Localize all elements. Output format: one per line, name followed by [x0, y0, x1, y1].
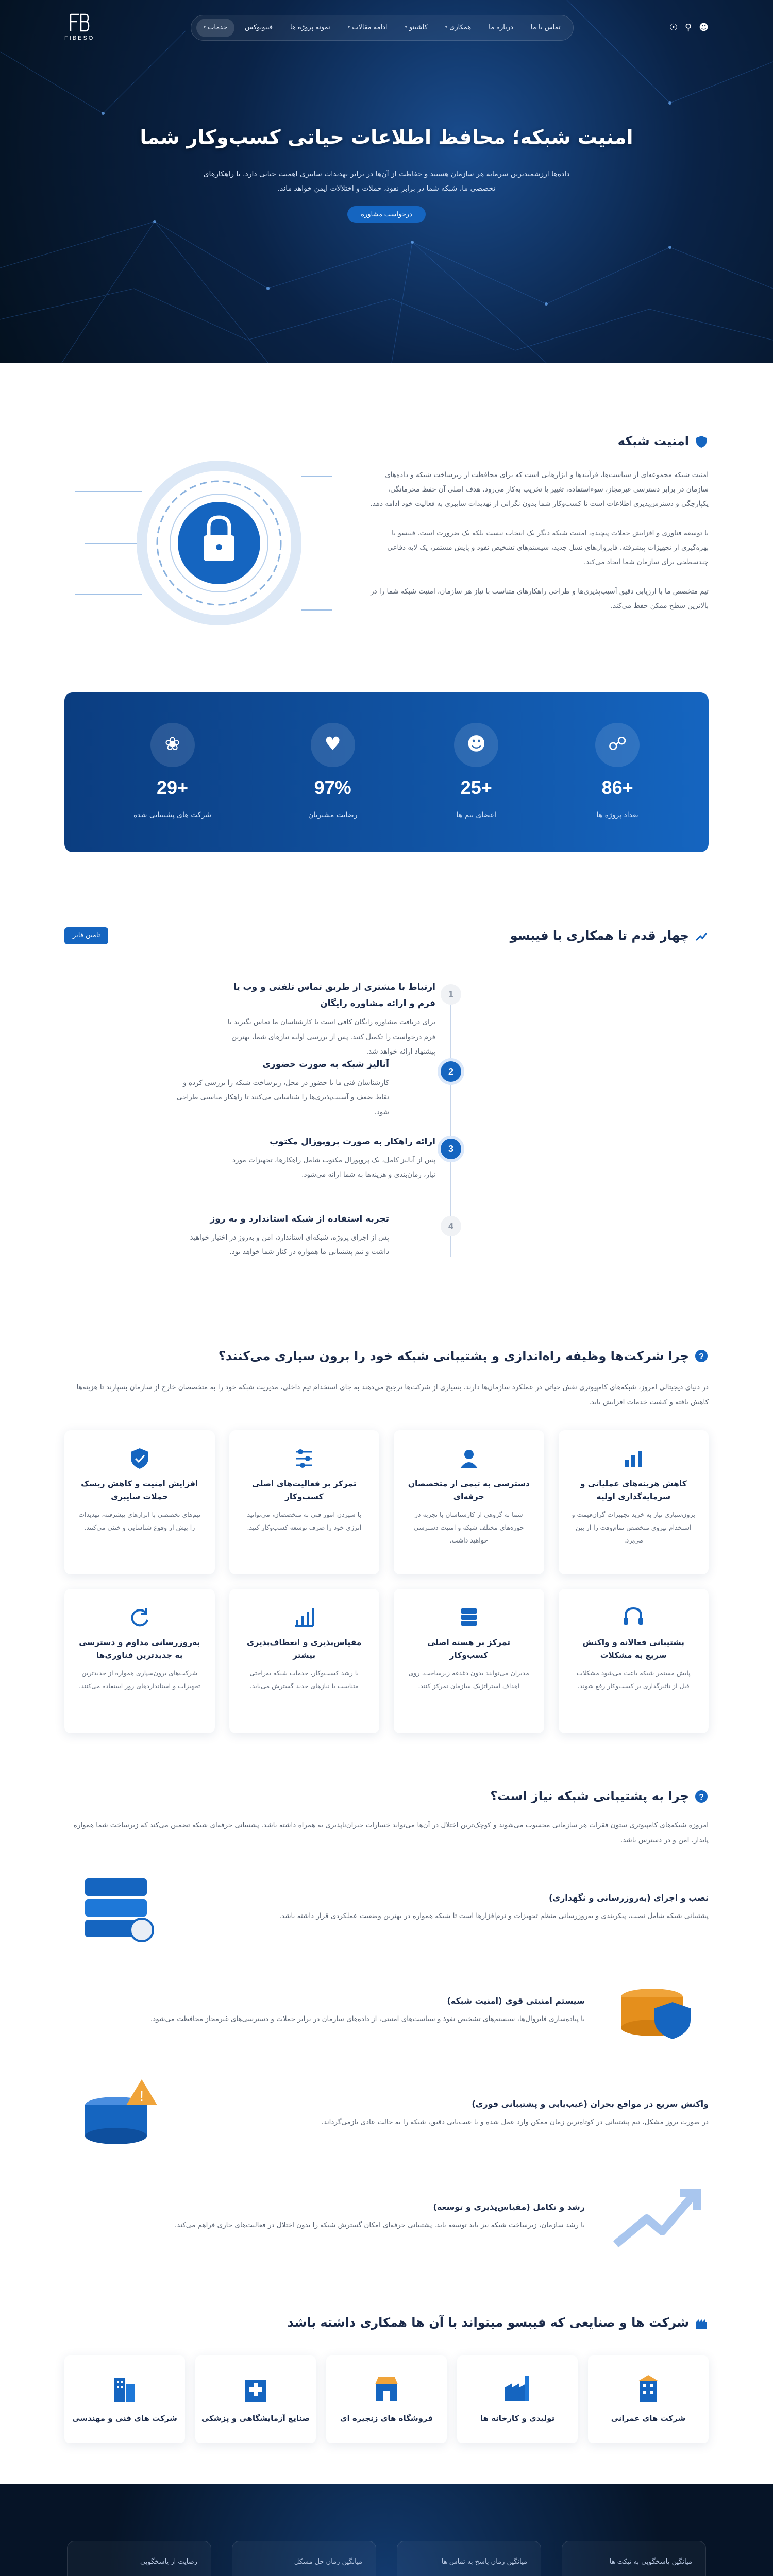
benefit-card: [229, 1430, 380, 1574]
team-icon: ☻: [454, 723, 498, 767]
metric-label: رضایت از پاسخگویی: [140, 2557, 197, 2566]
hero-content: [129, 118, 644, 223]
intro-paragraph-1: امنیت شبکه مجموعه‌ای از سیاست‌ها، فرآیندها و ابزارهایی است که برای محافظت از زیرساخت شبکه و داده‌های سازمان در برابر دسترسی غیرمجاز، سوءاستفاده، تغییر یا تخریب به‌کار می‌رود. هدف اصلی آن حفظ محرمانگی، یکپارچگی و دسترس‌پذیری اطلاعات است تا کسب‌وکار شما بدون نگرانی از تهدیدات سایبری به فعالیت خود ادامه دهد.: [370, 470, 709, 509]
stat-label: شرکت های پشتیبانی شده: [133, 810, 212, 819]
stat-team: [454, 723, 498, 822]
svg-text:?: ?: [699, 1792, 704, 1802]
card-title: افزایش امنیت و کاهش ریسک حملات سایبری: [81, 1479, 198, 1501]
header-icons: [669, 19, 709, 37]
card-title: مقیاس‌پذیری و انعطاف‌پذیری بیشتر: [247, 1637, 362, 1660]
benefit-card: [394, 1589, 544, 1733]
intro-section: [64, 363, 709, 687]
support-item: [64, 2069, 709, 2157]
card-title: تمرکز بر هسته اصلی کسب‌وکار: [427, 1637, 511, 1660]
factory-icon: [502, 2373, 533, 2404]
card-text: با سپردن امور فنی به متخصصان، می‌توانید انرژی خود را صرف توسعه کسب‌وکار کنید.: [247, 1511, 362, 1532]
nav-item-6[interactable]: همکاری ▾: [445, 23, 472, 31]
chevron-down-icon: ▾: [347, 25, 350, 30]
step-title: ارائه راهکار به صورت پروپوزال مکتوب: [270, 1136, 435, 1147]
site-logo[interactable]: FIBESO: [64, 12, 94, 44]
stat-label: رضایت مشتریان: [308, 810, 358, 819]
shield-icon: [694, 434, 709, 449]
support-item-text: در صورت بروز مشکل، تیم پشتیبانی در کوتاه‌ترین زمان ممکن وارد عمل شده و با عیب‌یابی دقیق، شبکه را به حالت عادی بازمی‌گرداند.: [321, 2118, 709, 2127]
user-icon[interactable]: ☻: [699, 22, 709, 33]
scale-icon: [291, 1604, 317, 1630]
step-number-4: 4: [441, 1216, 461, 1236]
support-item: [64, 2172, 709, 2260]
refresh-icon: [127, 1604, 153, 1630]
consult-button[interactable]: درخواست مشاوره: [347, 206, 426, 223]
step-number-1: 1: [441, 984, 461, 1005]
card-title: پشتیبانی فعالانه و واکنش سریع به مشکلات: [582, 1637, 684, 1660]
outsourcing-title: ? چرا شرکت‌ها وظیفه راه‌اندازی و پشتیبانی شبکه خود را برون سپاری می‌کنند؟: [64, 1345, 709, 1368]
metric-card: [397, 2541, 541, 2576]
step-2: [173, 1056, 389, 1120]
metric-value: [673, 2568, 692, 2576]
chevron-down-icon: ▾: [445, 25, 448, 30]
industries-section: [64, 2291, 709, 2484]
benefit-card: [229, 1589, 380, 1733]
industry-card[interactable]: صنایع آزمایشگاهی و پزشکی: [195, 2355, 316, 2443]
industry-icon: [694, 2316, 709, 2330]
security-lock-illustration: [64, 430, 332, 656]
support-item: [64, 1863, 709, 1951]
card-text: با رشد کسب‌وکار، خدمات شبکه به‌راحتی متناسب با نیازهای جدید گسترش می‌یابد.: [249, 1669, 359, 1690]
metrics-section: [0, 2484, 773, 2576]
card-title: دسترسی به تیمی از متخصصان حرفه‌ای: [408, 1479, 530, 1501]
main-menu: [191, 15, 574, 41]
step-1: [219, 979, 435, 1059]
industry-card[interactable]: فروشگاه های زنجیره ای: [326, 2355, 447, 2443]
expert-icon: [456, 1446, 482, 1471]
metric-value: [178, 2568, 197, 2576]
growth-icon: [606, 2172, 709, 2260]
step-text: کارشناسان فنی ما با حضور در محل، زیرساخت شبکه را بررسی کرده و نقاط ضعف و آسیب‌پذیری‌ها را شناسایی می‌کنند تا راهکار مناسبی طراحی شود.: [176, 1078, 389, 1116]
nav-item-7[interactable]: درباره ما: [489, 23, 513, 31]
metric-card: [67, 2541, 211, 2576]
stat-label: تعداد پروژه ها: [596, 810, 638, 819]
chevron-down-icon: ▾: [405, 25, 408, 30]
support-item-title: نصب و اجرای (به‌روزرسانی و نگهداری): [549, 1892, 709, 1903]
stat-clients: [133, 723, 211, 822]
support-need-section: [64, 1754, 709, 2291]
building-icon: [633, 2373, 664, 2404]
intro-title: امنیت شبکه: [363, 430, 709, 453]
hospital-icon: [240, 2373, 271, 2404]
metric-label: میانگین زمان پاسخ به تماس ها: [441, 2557, 527, 2566]
card-title: به‌روزرسانی مداوم و دسترسی به جدیدترین فناوری‌ها: [79, 1637, 200, 1660]
card-title: کاهش هزینه‌های عملیاتی و سرمایه‌گذاری اولیه: [580, 1479, 687, 1501]
metric-label: میانگین پاسخگویی به تیکت ها: [609, 2557, 692, 2566]
nav-item-2[interactable]: فیبونوکس: [245, 23, 273, 31]
steps-timeline: [64, 969, 709, 1288]
card-title: تمرکز بر فعالیت‌های اصلی کسب‌وکار: [251, 1479, 357, 1501]
benefit-card: [559, 1589, 709, 1733]
stat-value: 97%: [314, 776, 351, 798]
industry-card[interactable]: شرکت های فنی و مهندسی: [64, 2355, 185, 2443]
benefit-cards: [64, 1430, 709, 1733]
like-icon: ♥: [311, 723, 355, 767]
benefit-card: [64, 1589, 215, 1733]
question-icon: [694, 1349, 709, 1363]
metric-value: [508, 2568, 527, 2576]
nav-item-8[interactable]: تماس با ما: [530, 23, 561, 31]
step-text: برای دریافت مشاوره رایگان کافی است با کارشناسان ما تماس بگیرید یا فرم درخواست را تکمیل کنید. پس از بررسی اولیه نیازهای شما، بهترین پیشنهاد ارائه خواهد شد.: [227, 1018, 435, 1056]
step-3: [219, 1133, 435, 1182]
step-text: پس از اجرای پروژه، شبکه‌ای استاندارد، امن و به‌روز در اختیار خواهید داشت و تیم پشتیبانی ما همواره در کنار شما خواهد بود.: [190, 1233, 389, 1257]
steps-tag[interactable]: تامین فایر: [64, 927, 108, 944]
metric-value: [343, 2568, 362, 2576]
support-need-title: ? چرا به پشتیبانی شبکه نیاز است؟: [64, 1785, 709, 1808]
globe-icon[interactable]: ☉: [669, 22, 678, 33]
stat-label: اعضای تیم ها: [456, 810, 497, 819]
security-icon: [606, 1966, 709, 2054]
card-text: پایش مستمر شبکه باعث می‌شود مشکلات قبل از تاثیرگذاری بر کسب‌وکار رفع شوند.: [576, 1669, 691, 1690]
steps-icon: [694, 929, 709, 943]
card-text: تیم‌های تخصصی با ابزارهای پیشرفته، تهدیدات را پیش از وقوع شناسایی و خنثی می‌کنند.: [78, 1511, 201, 1532]
industries-title: شرکت ها و صنایعی که فیبسو میتواند با آن ها همکاری داشته باشد: [64, 2311, 709, 2335]
stat-satisfaction: [308, 723, 357, 822]
nav-item-3[interactable]: نمونه پروژه ها: [290, 23, 330, 31]
stat-projects: [595, 723, 640, 822]
card-text: شرکت‌های برون‌سپاری همواره از جدیدترین تجهیزات و استانداردهای روز استفاده می‌کنند.: [79, 1669, 200, 1690]
support-item-title: سیستم امنیتی قوی (امنیت شبکه): [447, 1995, 585, 2006]
metric-card: [562, 2541, 706, 2576]
chart-icon: [620, 1446, 646, 1471]
support-item-title: واکنش سریع در مواقع بحران (عیب‌یابی و پشتیبانی فوری): [472, 2098, 709, 2109]
store-icon: [371, 2373, 402, 2404]
support-need-intro: امروزه شبکه‌های کامپیوتری ستون فقرات هر سازمانی محسوب می‌شوند و کوچک‌ترین اختلال در آن‌ها می‌تواند خسارات جبران‌ناپذیری به همراه داشته باشد. پشتیبانی حرفه‌ای شبکه تضمین می‌کند که زیرساخت شما همواره پایدار، امن و در دسترس باشد.: [73, 1821, 709, 1844]
step-title: تجربه استفاده از شبکه استاندارد و به روز: [210, 1213, 389, 1224]
office-icon: [109, 2373, 140, 2404]
step-4: [173, 1211, 389, 1260]
card-text: برون‌سپاری نیاز به خرید تجهیزات گران‌قیمت و استخدام نیروی متخصص تمام‌وقت را از بین می‌برد.: [572, 1511, 695, 1545]
shield-icon: [127, 1446, 153, 1471]
stats-section: [64, 692, 709, 852]
hero-section: [0, 0, 773, 363]
chevron-down-icon: ▾: [203, 25, 206, 30]
industry-card[interactable]: شرکت های عمرانی: [588, 2355, 709, 2443]
steps-title: چهار قدم تا همکاری با فیبسو: [510, 924, 709, 948]
step-number-3: 3: [441, 1139, 461, 1159]
stat-value: +25: [460, 776, 492, 798]
support-item-text: با رشد سازمان، زیرساخت شبکه نیز باید توسعه یابد. پشتیبانی حرفه‌ای امکان گسترش شبکه را بدون اختلال در فعالیت‌های جاری فراهم می‌کند.: [174, 2221, 585, 2230]
step-number-2: 2: [441, 1061, 461, 1082]
search-icon[interactable]: ⚲: [685, 22, 692, 33]
step-text: پس از آنالیز کامل، یک پروپوزال مکتوب شامل راهکارها، تجهیزات مورد نیاز، زمان‌بندی و هزینه‌ها به شما ارائه می‌شود.: [232, 1156, 435, 1179]
svg-text:?: ?: [699, 1352, 704, 1362]
maintenance-icon: [64, 1863, 167, 1951]
nav-item-4[interactable]: ادامه مقالات ▾: [347, 23, 388, 31]
fibeso-logo-icon: [68, 12, 91, 33]
network-icon: ☍: [595, 723, 640, 767]
industries-list: [64, 2355, 709, 2443]
sliders-icon: [291, 1446, 317, 1471]
svg-text:!: !: [140, 2088, 144, 2105]
clients-icon: ❀: [150, 723, 195, 767]
alert-icon: [64, 2069, 167, 2157]
card-text: شما به گروهی از کارشناسان با تجربه در حوزه‌های مختلف شبکه و امنیت دسترسی خواهید داشت.: [413, 1511, 524, 1545]
stats-banner: [64, 692, 709, 852]
benefit-card: [64, 1430, 215, 1574]
support-icon: [620, 1604, 646, 1630]
hero-title: امنیت شبکه؛ محافظ اطلاعات حیاتی کسب‌و‌کار شما: [140, 126, 633, 148]
stat-value: +86: [601, 776, 633, 798]
outsourcing-intro: در دنیای دیجیتالی امروز، شبکه‌های کامپیوتری نقش حیاتی در عملکرد سازمان‌ها دارند. بسیاری از شرکت‌ها ترجیح می‌دهند به جای استخدام تیم داخلی، مدیریت شبکه خود را به متخصصان خارج از سازمان بسپارند تا هزینه‌ها کاهش یافته و کیفیت خدمات افزایش یابد.: [76, 1383, 709, 1406]
support-item-text: با پیاده‌سازی فایروال‌ها، سیستم‌های تشخیص نفوذ و سیاست‌های امنیتی، از داده‌های سازمان در برابر حملات و دسترسی‌های غیرمجاز محافظت می‌شود.: [150, 2015, 585, 2024]
hero-subtitle: داده‌ها ارزشمندترین سرمایه هر سازمان هستند و حفاظت از آن‌ها در برابر تهدیدات سایبری اهمیت حیاتی دارد. با راهکارهای تخصصی ما، شبکه شما در برابر نفوذ، حملات و اختلالات ایمن خواهد ماند.: [203, 170, 570, 193]
support-item-text: پشتیبانی شبکه شامل نصب، پیکربندی و به‌روزرسانی منظم تجهیزات و نرم‌افزارها است تا شبکه همواره در بهترین وضعیت عملکردی قرار داشته باشد.: [279, 1912, 709, 1921]
step-title: آنالیز شبکه به صورت حضوری: [262, 1059, 389, 1070]
support-item: [64, 1966, 709, 2054]
benefit-card: [394, 1430, 544, 1574]
benefit-card: [559, 1430, 709, 1574]
question-icon: [694, 1789, 709, 1804]
card-text: مدیران می‌توانند بدون دغدغه زیرساخت، روی اهداف استراتژیک سازمان تمرکز کنند.: [408, 1669, 529, 1690]
support-item-title: رشد و تکامل (مقیاس‌پذیری و توسعه): [433, 2201, 585, 2212]
steps-section: [64, 852, 709, 1309]
metric-card: [232, 2541, 376, 2576]
intro-text: [363, 430, 709, 613]
intro-paragraph-2: با توسعه فناوری و افزایش حملات پیچیده، امنیت شبکه دیگر یک انتخاب نیست بلکه یک ضرورت است. فیبسو با بهره‌گیری از تجهیزات پیشرفته، فایروال‌های نسل جدید، سیستم‌های تشخیص نفوذ و پایش مستمر، یک لایه دفاعی چندسطحی برای سازمان شما ایجاد می‌کند.: [387, 529, 709, 567]
intro-paragraph-3: تیم متخصص ما با ارزیابی دقیق آسیب‌پذیری‌ها و طراحی راهکارهای متناسب با نیاز هر سازمان، امنیت شبکه شما را در بالاترین سطح ممکن حفظ می‌کند.: [371, 587, 709, 610]
nav-item-5[interactable]: کاشینو ▾: [405, 23, 428, 31]
top-navigation: [64, 12, 709, 43]
metric-label: میانگین زمان حل مشکل: [294, 2557, 362, 2566]
step-title: ارتباط با مشتری از طریق تماس تلفنی و وب‌ یا فرم و ارائه مشاوره رایگان: [233, 981, 435, 1009]
outsourcing-section: [64, 1309, 709, 1754]
server-icon: [456, 1604, 482, 1630]
nav-item-1[interactable]: خدمات ▾: [196, 19, 235, 38]
stat-value: +29: [157, 776, 189, 798]
industry-card[interactable]: تولیدی و کارخانه ها: [457, 2355, 578, 2443]
